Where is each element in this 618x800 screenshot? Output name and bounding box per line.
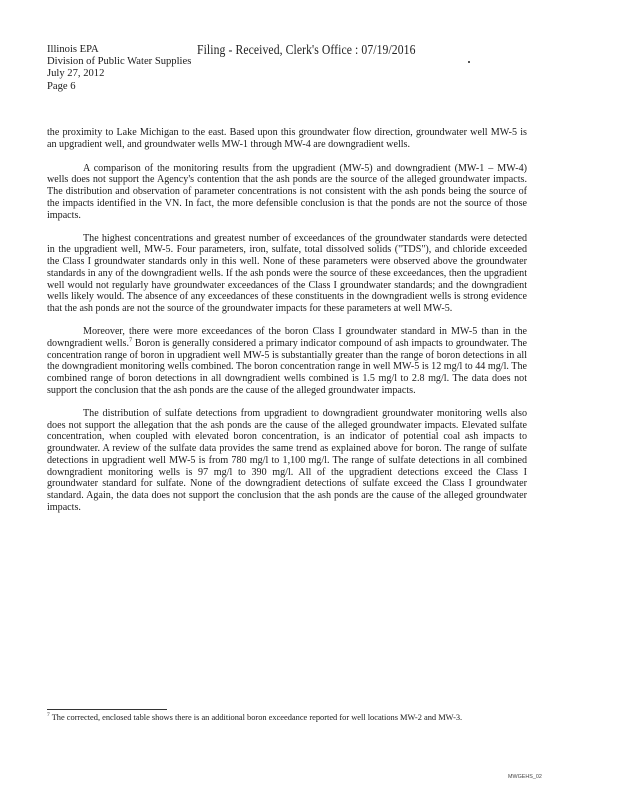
footnote-reference: 7 bbox=[128, 336, 133, 344]
paragraph-comparison: A comparison of the monitoring results from the upgradient (MW-5) and downgradient (MW-1 – MW-4) wells does not support the Agency's contention that the ash ponds are the source of the alleged groundwater impacts. The distribution and observation of parameter concentrations is not consistent with the ash ponds being the source of the impacts identified in the VN. In fact, the more defensible conclusion is that the ponds are not the source of those impacts. bbox=[47, 162, 527, 221]
paragraph-boron-text-b: Boron is generally considered a primary indicator compound of ash impacts to groundwater. The concentration range of boron in upgradient well MW-5 is substantially greater than the range of boron detections in all the downgradient monitoring wells combined. The boron concentration range in well MW-5 is 12 mg/l to 44 mg/l. The combined range of boron detections in all downgradient wells combined is 1.5 mg/l to 2.8 mg/l. The data does not support the conclusion that the ash ponds are the cause of the alleged groundwater impacts. bbox=[47, 337, 527, 396]
filing-stamp: Filing - Received, Clerk's Office : 07/19/2016 bbox=[197, 42, 416, 57]
footnote bbox=[47, 713, 527, 723]
body-text bbox=[47, 127, 527, 525]
scan-speck bbox=[468, 61, 470, 63]
header-division: Division of Public Water Supplies bbox=[47, 56, 192, 68]
footnote-text: The corrected, enclosed table shows there is an additional boron exceedance reported for well locations MW-2 and MW-3. bbox=[49, 713, 463, 722]
paragraph-boron bbox=[47, 326, 527, 397]
header-date: July 27, 2012 bbox=[47, 68, 105, 80]
footnote-marker: 7 bbox=[47, 712, 50, 719]
bates-tag: MWGEHS_02 bbox=[508, 774, 542, 780]
paragraph-highest-concentrations: The highest concentrations and greatest number of exceedances of the groundwater standards were detected in the upgradient well, MW-5. Four parameters, iron, sulfate, total dissolved solids ("TDS"), and chloride exceeded the Class I groundwater standards only in this well. None of these parameters were observed above the groundwater standards in any of the downgradient wells. If the ash ponds were the source of these exceedances, then the upgradient well would not regularly have groundwater exceedances of the Class I groundwater standards; and the downgradient wells likely would. The absence of any exceedances of these constituents in the downgradient wells is strong evidence that the ash ponds are not the source of the groundwater impacts for these parameters at well MW-5. bbox=[47, 232, 527, 315]
paragraph-flow-direction: the proximity to Lake Michigan to the east. Based upon this groundwater flow direction, groundwater well MW-5 is an upgradient well, and groundwater wells MW-1 through MW-4 are downgradient wells. bbox=[47, 127, 527, 150]
footnote-divider bbox=[47, 709, 167, 710]
paragraph-sulfate: The distribution of sulfate detections from upgradient to downgradient groundwater monitoring wells also does not support the allegation that the ash ponds are the cause of the alleged groundwater impacts. Elevated sulfate concentration, when coupled with elevated boron concentration, is an indicator of potential coal ash impacts to groundwater. A review of the sulfate data provides the same trend as explained above for boron. The range of sulfate detections in upgradient well MW-5 is from 780 mg/l to 1,100 mg/l. The range of sulfate detections in all combined downgradient monitoring wells is 97 mg/l to 390 mg/l. All of the upgradient detections exceed the Class I groundwater standard for sulfate. None of the downgradient detections of sulfate exceed the Class I groundwater standard. Again, the data does not support the conclusion that the ash ponds are the cause of the alleged groundwater impacts. bbox=[47, 407, 527, 513]
header-org: Illinois EPA bbox=[47, 44, 99, 55]
paragraph-boron-text-a: Moreover, there were more exceedances of the boron Class I groundwater standard in MW-5 than in the downgradient wells. bbox=[47, 326, 527, 349]
header-page-number: Page 6 bbox=[47, 80, 76, 92]
